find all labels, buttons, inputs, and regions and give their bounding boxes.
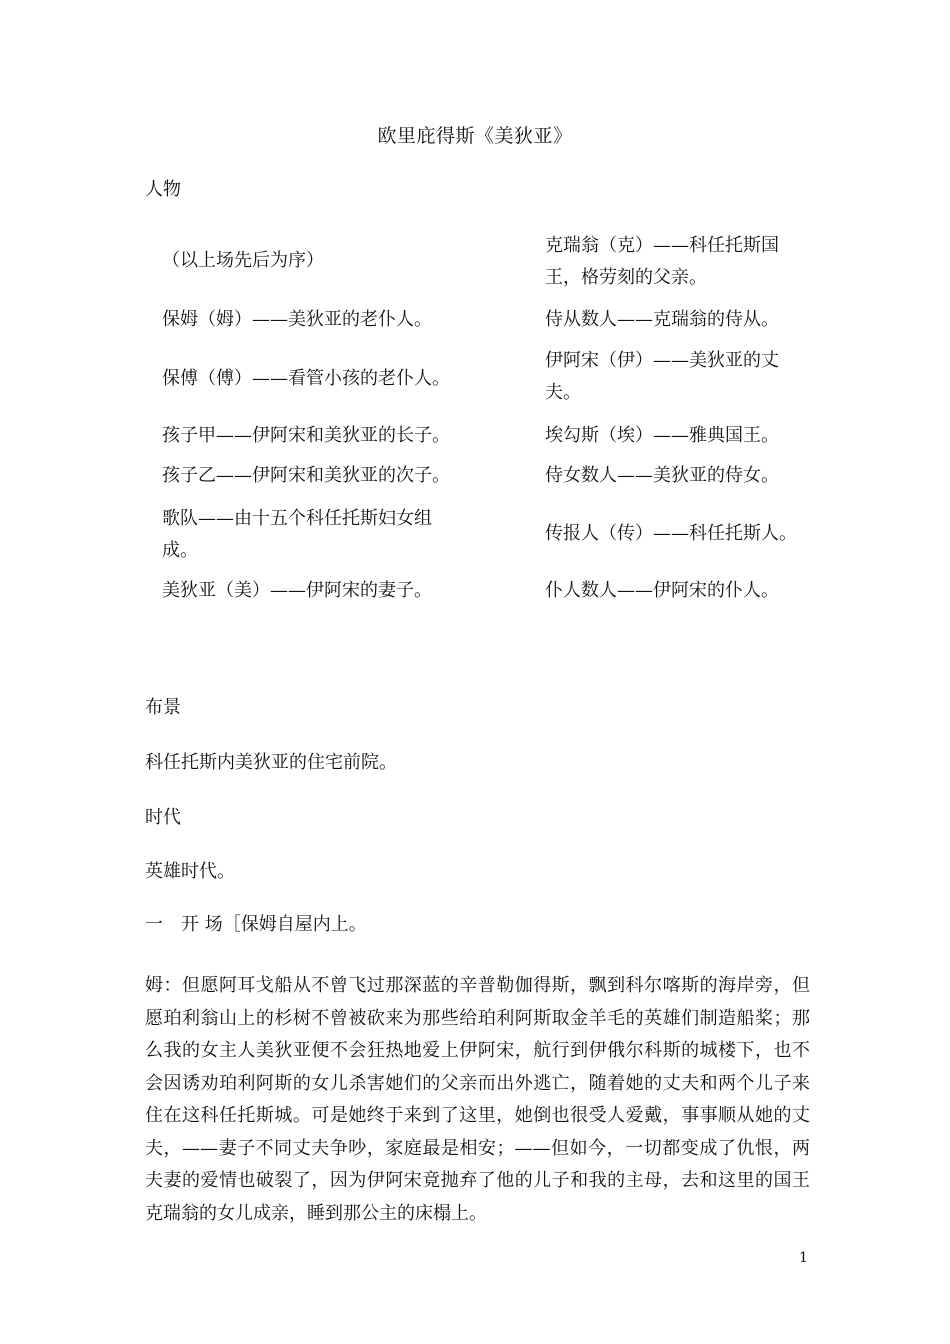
document-title: 欧里庇得斯《美狄亚》 <box>377 125 573 147</box>
setting-text: 科任托斯内美狄亚的住宅前院。 <box>145 752 397 773</box>
nurse-speech: 姆：但愿阿耳戈船从不曾飞过那深蓝的辛普勒伽得斯，飘到科尔喀斯的海岸旁，但愿珀利翁山上的杉树不曾被砍来为那些给珀利阿斯取金羊毛的英雄们制造船桨；那么我的女主人美狄亚便不会狂热地爱上伊阿宋，航行到伊俄尔科斯的城楼下，也不会因诱劝珀利阿斯的女儿杀害她们的父亲而出外逃亡，随着她的丈夫和两个儿子来住在这科任托斯城。可是她终于来到了这里，她倒也很受人爱戴，事事顺从她的丈夫，——妻子不同丈夫争吵，家庭最是相安；——但如今，一切都变成了仇恨，两夫妻的爱情也破裂了，因为伊阿宋竟抛弃了他的儿子和我的主母，去和这里的国王克瑞翁的女儿成亲，睡到那公主的床榻上。 <box>145 975 810 1224</box>
cast-entry: 伊阿宋（伊）——美狄亚的丈夫。 <box>545 350 779 403</box>
cast-entry: 侍女数人——美狄亚的侍女。 <box>545 465 779 486</box>
cast-entry: 仆人数人——伊阿宋的仆人。 <box>545 580 779 601</box>
page-number: 1 <box>799 1250 808 1266</box>
cast-entry: 保姆（姆）——美狄亚的老仆人。 <box>162 309 432 330</box>
cast-entry: 孩子甲——伊阿宋和美狄亚的长子。 <box>162 425 450 446</box>
cast-entry: 克瑞翁（克）——科任托斯国王，格劳刻的父亲。 <box>545 235 779 288</box>
cast-entry: 埃勾斯（埃）——雅典国王。 <box>545 425 779 446</box>
cast-entry: 侍从数人——克瑞翁的侍从。 <box>545 309 779 330</box>
cast-entry: 保傅（傅）——看管小孩的老仆人。 <box>162 368 450 389</box>
era-text: 英雄时代。 <box>145 861 235 882</box>
cast-entry: 美狄亚（美）——伊阿宋的妻子。 <box>162 580 432 601</box>
cast-entry: 歌队——由十五个科任托斯妇女组成。 <box>162 508 432 561</box>
setting-heading: 布景 <box>145 697 181 718</box>
characters-heading: 人物 <box>145 179 181 200</box>
era-heading: 时代 <box>145 807 181 828</box>
scene-heading: 一 开 场［保姆自屋内上。 <box>145 914 367 935</box>
cast-entry: （以上场先后为序） <box>162 250 324 271</box>
cast-entry: 传报人（传）——科任托斯人。 <box>545 523 797 544</box>
cast-entry: 孩子乙——伊阿宋和美狄亚的次子。 <box>162 465 450 486</box>
